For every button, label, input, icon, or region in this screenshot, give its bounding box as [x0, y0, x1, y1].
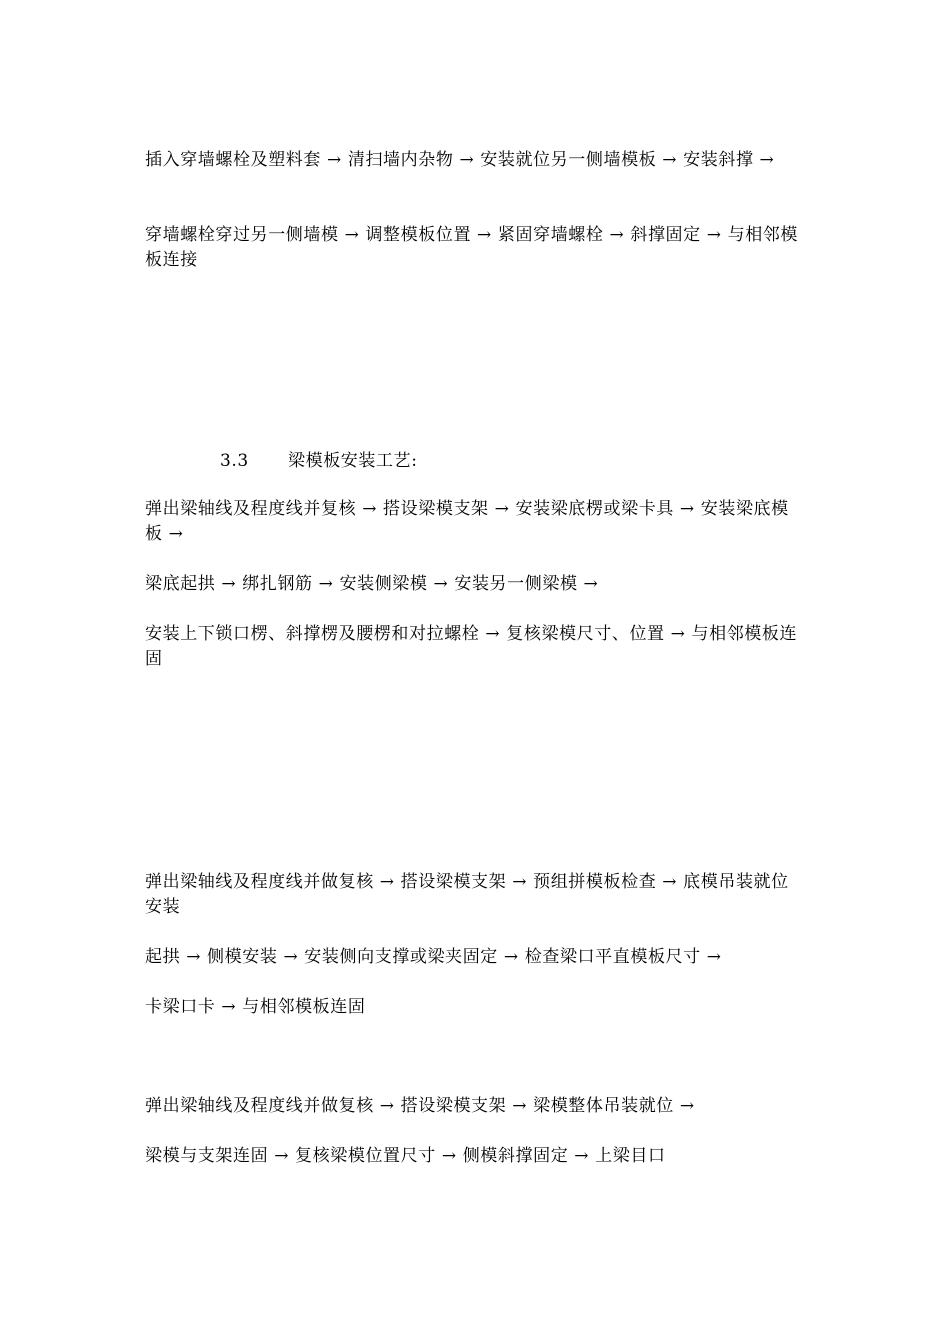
- section-title: 梁模板安装工艺:: [288, 451, 418, 471]
- beam-process-a-line-2: 梁底起拱 → 绑扎钢筋 → 安装侧梁模 → 安装另一侧梁模 →: [145, 574, 599, 594]
- section-heading: [220, 449, 418, 474]
- beam-process-b-line-2: 起拱 → 侧模安装 → 安装侧向支撑或梁夹固定 → 检查梁口平直模板尺寸 →: [145, 947, 722, 967]
- beam-process-a-line-1: 弹出梁轴线及程度线并复核 → 搭设梁模支架 → 安装梁底楞或梁卡具 → 安装梁底模板 →: [145, 499, 789, 544]
- wall-process-line-1: 插入穿墙螺栓及塑料套 → 清扫墙内杂物 → 安装就位另一侧墙模板 → 安装斜撑 →: [145, 150, 775, 170]
- beam-process-c-line-2: 梁模与支架连固 → 复核梁模位置尺寸 → 侧模斜撑固定 → 上梁目口: [145, 1146, 666, 1166]
- beam-process-b-line-3: 卡梁口卡 → 与相邻模板连固: [145, 997, 366, 1017]
- section-number: 3.3: [220, 451, 249, 471]
- beam-process-b-line-1: 弹出梁轴线及程度线并做复核 → 搭设梁模支架 → 预组拼模板检查 → 底模吊装就位安装: [145, 872, 789, 917]
- wall-process-line-2: 穿墙螺栓穿过另一侧墙模 → 调整模板位置 → 紧固穿墙螺栓 → 斜撑固定 → 与相邻模板连接: [145, 225, 799, 270]
- beam-process-a-line-3: 安装上下锁口楞、斜撑楞及腰楞和对拉螺栓 → 复核梁模尺寸、位置 → 与相邻模板连固: [145, 624, 798, 669]
- beam-process-c-line-1: 弹出梁轴线及程度线并做复核 → 搭设梁模支架 → 梁模整体吊装就位 →: [145, 1096, 695, 1116]
